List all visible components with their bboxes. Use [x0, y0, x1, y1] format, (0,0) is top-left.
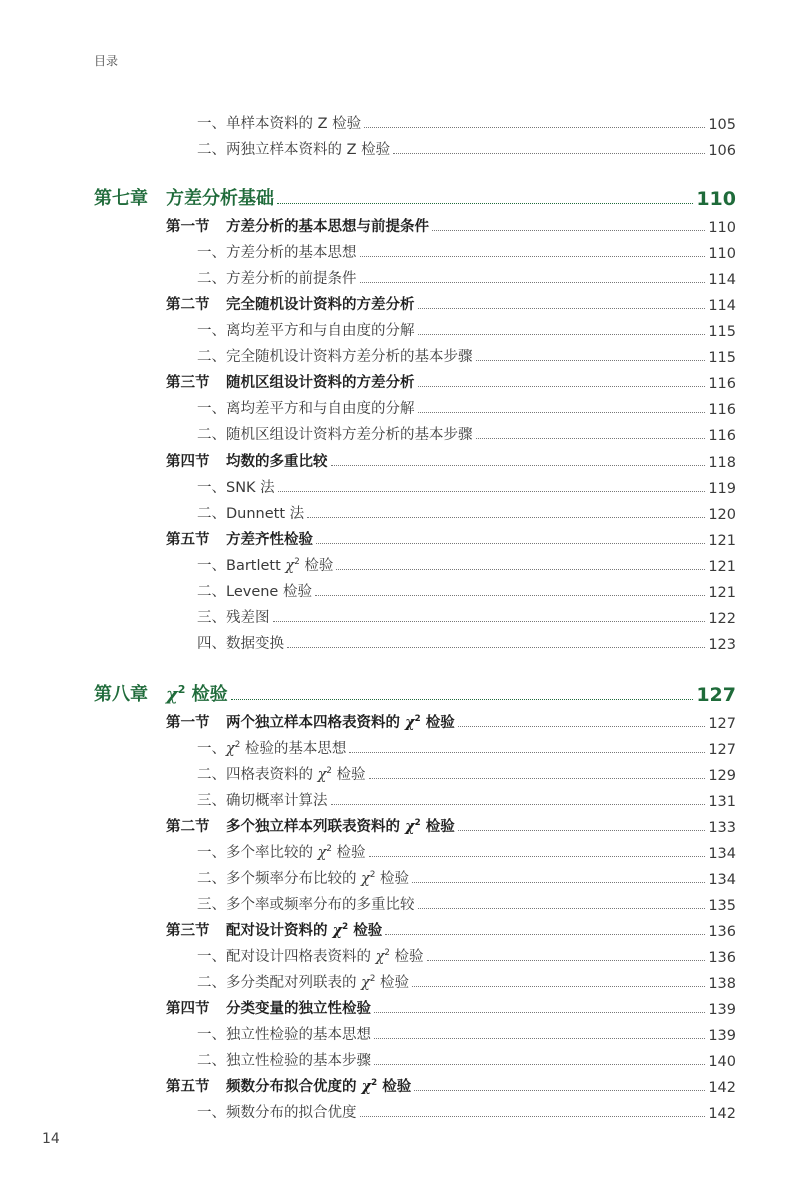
subsection-title: 三、残差图 — [197, 610, 270, 626]
page-ref: 131 — [708, 794, 736, 810]
toc-section-entry[interactable] — [166, 706, 736, 732]
page-ref: 136 — [708, 950, 736, 966]
toc-chapter-entry[interactable] — [94, 676, 736, 706]
subsection-title: 二、随机区组设计资料方差分析的基本步骤 — [197, 427, 473, 443]
toc-subsection-entry[interactable] — [197, 966, 736, 992]
toc-subsection-entry[interactable] — [197, 497, 736, 523]
subsection-title-text: 一、配对设计四格表资料的 — [197, 949, 376, 965]
dot-leader — [418, 334, 706, 335]
subsection-title-text: 检验 — [375, 871, 410, 887]
page-ref: 123 — [708, 637, 736, 653]
section-title-text: 检验 — [348, 923, 383, 939]
page-ref: 138 — [708, 976, 736, 992]
subsection-title — [197, 763, 366, 784]
page-ref: 139 — [708, 1002, 736, 1018]
dot-leader — [412, 882, 705, 883]
page-ref: 121 — [708, 533, 736, 549]
section-title-text: 检验 — [420, 715, 455, 731]
page-ref: 140 — [708, 1054, 736, 1070]
chapter-title — [166, 684, 228, 705]
toc-subsection-entry[interactable] — [197, 601, 736, 627]
toc-section-entry[interactable] — [166, 445, 736, 471]
toc-subsection-entry[interactable] — [197, 1018, 736, 1044]
subsection-title-text: 检验的基本思想 — [240, 741, 347, 757]
section-title-text: 检验 — [420, 819, 455, 835]
page-ref: 110 — [708, 246, 736, 262]
entry-label — [166, 450, 328, 471]
section-title-text: 检验 — [377, 1079, 412, 1095]
toc-section-entry[interactable] — [166, 366, 736, 392]
section-number: 第五节 — [166, 532, 210, 548]
subsection-title-text: 检验 — [375, 975, 410, 991]
toc-section-entry[interactable] — [166, 914, 736, 940]
page-ref: 121 — [708, 585, 736, 601]
section-number: 第一节 — [166, 715, 210, 731]
dot-leader — [273, 621, 706, 622]
dot-leader — [316, 543, 705, 544]
chi-symbol: χ — [405, 818, 415, 835]
dot-leader — [412, 986, 705, 987]
page-ref: 118 — [708, 455, 736, 471]
dot-leader — [360, 1116, 706, 1117]
section-number: 第二节 — [166, 819, 210, 835]
dot-leader — [369, 778, 706, 779]
chapter-title-text: 检验 — [185, 684, 228, 705]
subsection-title: 一、单样本资料的 Z 检验 — [197, 116, 362, 132]
page-ref: 142 — [708, 1106, 736, 1122]
subsection-title: 四、数据变换 — [197, 636, 284, 652]
dot-leader — [374, 1038, 705, 1039]
toc-subsection-entry[interactable] — [197, 940, 736, 966]
dot-leader — [393, 153, 705, 154]
subsection-title-text: 检验 — [331, 767, 366, 783]
dot-leader — [414, 1090, 705, 1091]
subsection-title — [197, 841, 366, 862]
subsection-title — [197, 737, 346, 758]
dot-leader — [331, 804, 706, 805]
toc-subsection-entry[interactable] — [197, 471, 736, 497]
section-title — [226, 819, 455, 835]
toc-section-entry[interactable] — [166, 523, 736, 549]
page-ref: 135 — [708, 898, 736, 914]
toc-subsection-entry[interactable] — [197, 549, 736, 575]
page-ref: 119 — [708, 481, 736, 497]
running-header: 目录 — [94, 54, 119, 68]
superscript: 2 — [384, 948, 390, 959]
page-ref: 105 — [708, 117, 736, 133]
page-ref: 134 — [708, 846, 736, 862]
subsection-title-text: 二、四格表资料的 — [197, 767, 318, 783]
superscript: 2 — [414, 714, 421, 725]
toc-subsection-entry[interactable] — [197, 314, 736, 340]
dot-leader — [278, 491, 706, 492]
subsection-title-text: 一、多个率比较的 — [197, 845, 318, 861]
section-title: 随机区组设计资料的方差分析 — [226, 375, 415, 391]
section-title-text: 频数分布拟合优度的 — [226, 1079, 362, 1095]
subsection-title-text: 二、多个频率分布比较的 — [197, 871, 362, 887]
subsection-title: 二、两独立样本资料的 Z 检验 — [197, 142, 391, 158]
dot-leader — [336, 569, 705, 570]
section-title: 均数的多重比较 — [226, 454, 328, 470]
toc-subsection-entry[interactable] — [197, 262, 736, 288]
section-title — [226, 1079, 411, 1095]
subsection-title-text: 一、Bartlett — [197, 558, 286, 574]
page-number: 14 — [42, 1131, 60, 1147]
entry-label — [166, 997, 371, 1018]
chi-symbol: χ — [375, 949, 385, 965]
page-ref: 133 — [708, 820, 736, 836]
subsection-title-text: 检验 — [331, 845, 366, 861]
entry-label — [94, 680, 228, 706]
chi-symbol: χ — [361, 1078, 372, 1095]
section-number: 第三节 — [166, 923, 210, 939]
dot-leader — [307, 517, 705, 518]
dot-leader — [418, 412, 706, 413]
section-title — [226, 715, 455, 731]
subsection-title-text: 一、 — [197, 741, 226, 757]
chi-symbol: χ — [166, 684, 178, 705]
subsection-title: 三、多个率或频率分布的多重比较 — [197, 897, 415, 913]
chi-symbol: χ — [226, 741, 235, 757]
toc-subsection-entry[interactable] — [197, 1044, 736, 1070]
subsection-title — [197, 945, 424, 966]
section-number: 第一节 — [166, 219, 210, 235]
entry-label — [166, 1075, 411, 1096]
toc-subsection-entry[interactable] — [197, 392, 736, 418]
dot-leader — [374, 1012, 705, 1013]
chapter-number: 第八章 — [94, 684, 148, 705]
subsection-title: 一、方差分析的基本思想 — [197, 245, 357, 261]
toc-subsection-entry[interactable] — [197, 862, 736, 888]
page-ref: 127 — [708, 742, 736, 758]
subsection-title: 二、Dunnett 法 — [197, 506, 305, 522]
chi-symbol: χ — [361, 871, 370, 887]
chi-symbol: χ — [405, 714, 415, 731]
subsection-title-text: 检验 — [299, 558, 334, 574]
toc-subsection-entry[interactable] — [197, 107, 736, 133]
subsection-title: 一、SNK 法 — [197, 480, 275, 496]
toc-subsection-entry[interactable] — [197, 1096, 736, 1122]
dot-leader — [427, 960, 706, 961]
section-title-text: 多个独立样本列联表资料的 — [226, 819, 406, 835]
page-ref: 116 — [708, 428, 736, 444]
page-ref: 110 — [708, 220, 736, 236]
toc-section-entry[interactable] — [166, 288, 736, 314]
dot-leader — [476, 438, 706, 439]
page-ref: 115 — [708, 324, 736, 340]
page-ref: 115 — [708, 350, 736, 366]
subsection-title-text: 二、多分类配对列联表的 — [197, 975, 362, 991]
dot-leader — [315, 595, 705, 596]
entry-label — [166, 215, 429, 236]
page-ref: 110 — [696, 188, 736, 210]
entry-label — [166, 711, 455, 732]
superscript: 2 — [414, 818, 421, 829]
dot-leader — [360, 256, 706, 257]
page-ref: 120 — [708, 507, 736, 523]
subsection-title-text: 检验 — [389, 949, 424, 965]
superscript: 2 — [326, 766, 332, 777]
section-number: 第四节 — [166, 1001, 210, 1017]
page-ref: 114 — [708, 272, 736, 288]
page-ref: 142 — [708, 1080, 736, 1096]
toc-section-entry[interactable] — [166, 210, 736, 236]
subsection-title: 三、确切概率计算法 — [197, 793, 328, 809]
dot-leader — [458, 726, 706, 727]
toc-subsection-entry[interactable] — [197, 575, 736, 601]
toc-section-entry[interactable] — [166, 992, 736, 1018]
subsection-title — [197, 867, 409, 888]
dot-leader — [418, 308, 706, 309]
dot-leader — [418, 908, 706, 909]
subsection-title: 一、离均差平方和与自由度的分解 — [197, 401, 415, 417]
toc-subsection-entry[interactable] — [197, 133, 736, 159]
section-title: 方差分析的基本思想与前提条件 — [226, 219, 429, 235]
page-ref: 134 — [708, 872, 736, 888]
page-ref: 127 — [708, 716, 736, 732]
entry-label — [166, 815, 455, 836]
dot-leader — [476, 360, 706, 361]
toc-subsection-entry[interactable] — [197, 340, 736, 366]
chi-symbol: χ — [361, 975, 370, 991]
chapter-title: 方差分析基础 — [166, 188, 274, 209]
superscript: 2 — [326, 844, 332, 855]
toc-subsection-entry[interactable] — [197, 236, 736, 262]
dot-leader — [231, 699, 694, 700]
dot-leader — [331, 465, 706, 466]
superscript: 2 — [177, 683, 186, 696]
superscript: 2 — [369, 974, 376, 985]
dot-leader — [374, 1064, 705, 1065]
dot-leader — [360, 282, 706, 283]
subsection-title: 一、离均差平方和与自由度的分解 — [197, 323, 415, 339]
dot-leader — [369, 856, 706, 857]
chapter-number: 第七章 — [94, 188, 148, 209]
section-number: 第三节 — [166, 375, 210, 391]
page-ref: 121 — [708, 559, 736, 575]
entry-label — [166, 528, 313, 549]
toc-subsection-entry[interactable] — [197, 732, 736, 758]
page-ref: 129 — [708, 768, 736, 784]
page-ref: 114 — [708, 298, 736, 314]
subsection-title — [197, 971, 409, 992]
page-ref: 136 — [708, 924, 736, 940]
entry-label — [166, 293, 415, 314]
superscript: 2 — [294, 557, 300, 568]
dot-leader — [364, 127, 705, 128]
dot-leader — [418, 386, 706, 387]
toc-subsection-entry[interactable] — [197, 627, 736, 653]
dot-leader — [458, 830, 706, 831]
section-title — [226, 923, 382, 939]
toc-section-entry[interactable] — [166, 810, 736, 836]
page-ref: 139 — [708, 1028, 736, 1044]
toc-subsection-entry[interactable] — [197, 418, 736, 444]
toc-subsection-entry[interactable] — [197, 784, 736, 810]
section-number: 第二节 — [166, 297, 210, 313]
superscript: 2 — [234, 740, 241, 751]
toc-chapter-entry[interactable] — [94, 180, 736, 210]
section-number: 第五节 — [166, 1079, 210, 1095]
entry-label — [166, 919, 382, 940]
subsection-title: 二、完全随机设计资料方差分析的基本步骤 — [197, 349, 473, 365]
section-title: 完全随机设计资料的方差分析 — [226, 297, 415, 313]
section-title: 方差齐性检验 — [226, 532, 313, 548]
subsection-title: 二、独立性检验的基本步骤 — [197, 1053, 371, 1069]
superscript: 2 — [342, 922, 349, 933]
page-ref: 116 — [708, 402, 736, 418]
subsection-title — [197, 554, 333, 575]
chi-symbol: χ — [285, 558, 295, 574]
toc-subsection-entry[interactable] — [197, 758, 736, 784]
subsection-title: 一、独立性检验的基本思想 — [197, 1027, 371, 1043]
section-title: 分类变量的独立性检验 — [226, 1001, 371, 1017]
dot-leader — [349, 752, 705, 753]
toc-subsection-entry[interactable] — [197, 836, 736, 862]
subsection-title: 一、频数分布的拟合优度 — [197, 1105, 357, 1121]
toc-section-entry[interactable] — [166, 1070, 736, 1096]
dot-leader — [277, 203, 693, 204]
toc-subsection-entry[interactable] — [197, 888, 736, 914]
subsection-title: 二、Levene 检验 — [197, 584, 312, 600]
page-ref: 127 — [696, 684, 736, 706]
dot-leader — [385, 934, 705, 935]
chi-symbol: χ — [317, 767, 327, 783]
superscript: 2 — [369, 870, 376, 881]
entry-label — [94, 184, 274, 210]
dot-leader — [432, 230, 705, 231]
entry-label — [166, 371, 415, 392]
section-title-text: 配对设计资料的 — [226, 923, 333, 939]
subsection-title: 二、方差分析的前提条件 — [197, 271, 357, 287]
page-ref: 122 — [708, 611, 736, 627]
page-ref: 106 — [708, 143, 736, 159]
dot-leader — [287, 647, 705, 648]
section-number: 第四节 — [166, 454, 210, 470]
section-title-text: 两个独立样本四格表资料的 — [226, 715, 406, 731]
chi-symbol: χ — [317, 845, 327, 861]
page-ref: 116 — [708, 376, 736, 392]
chi-symbol: χ — [332, 922, 343, 939]
superscript: 2 — [371, 1078, 378, 1089]
